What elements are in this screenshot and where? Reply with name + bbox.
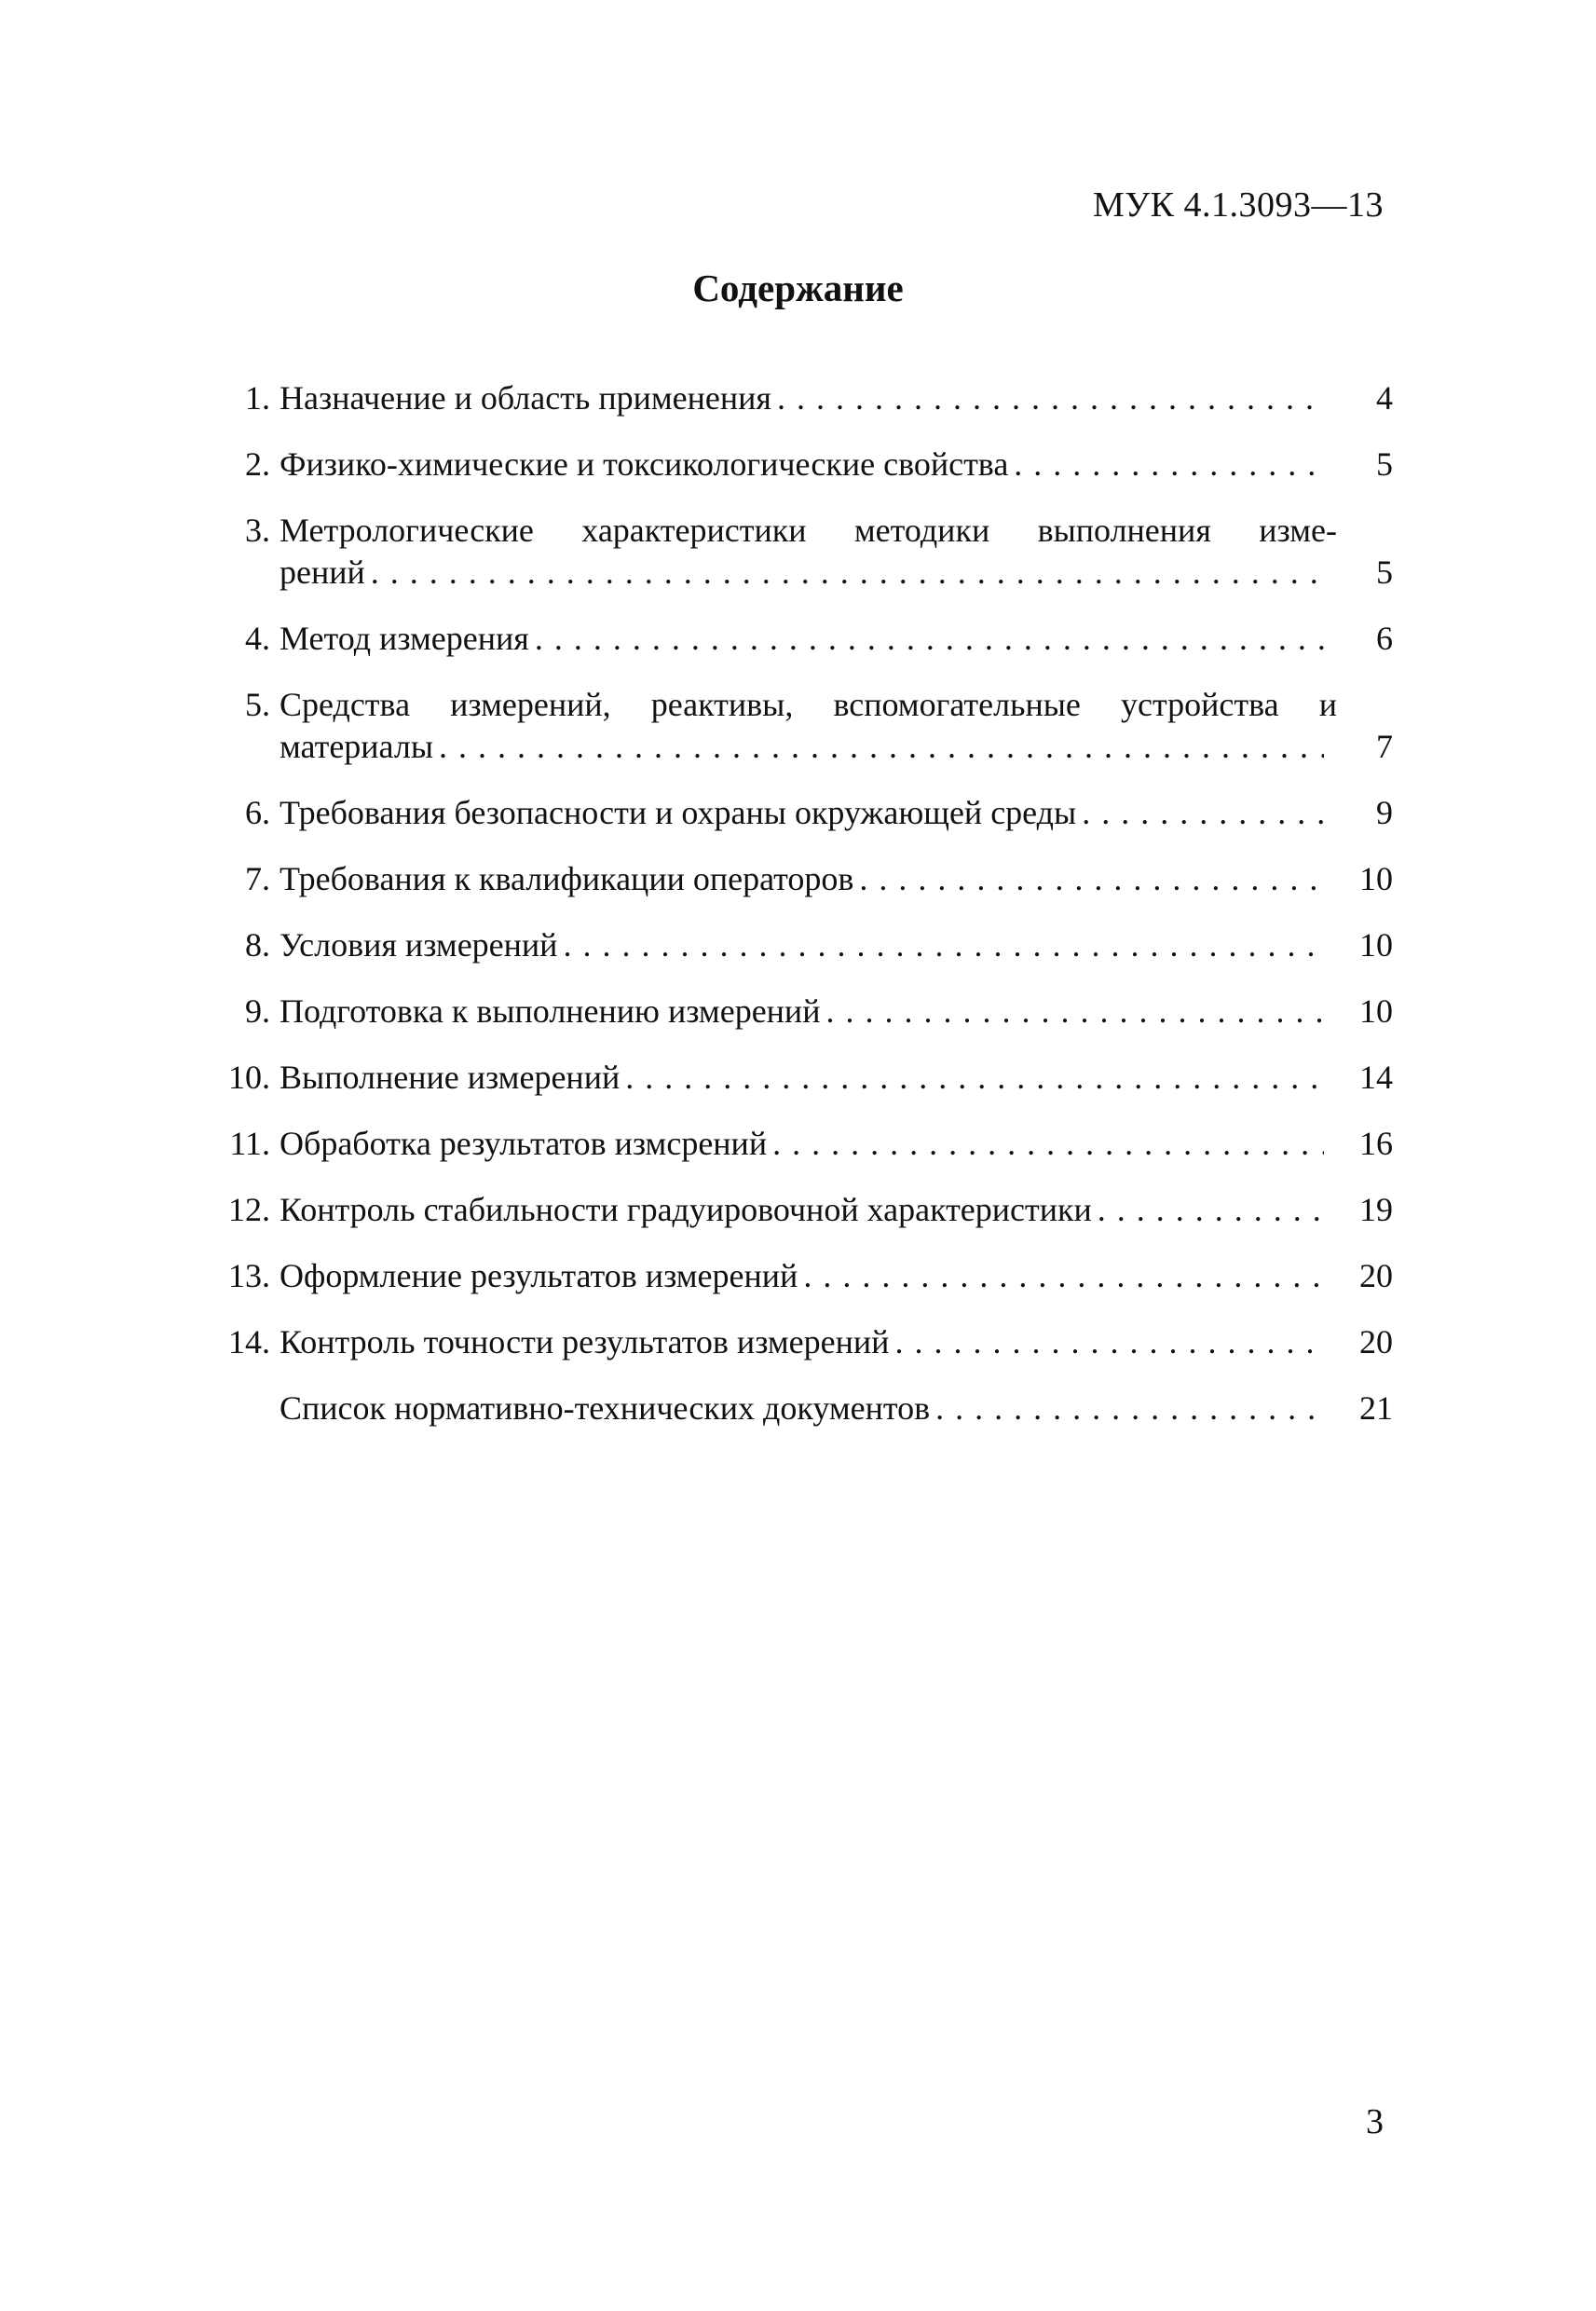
toc-entry-title: Требования безопасности и охраны окружающей среды: [280, 794, 1077, 831]
toc-entry-page: 4: [1376, 379, 1393, 417]
toc-entry[interactable]: [205, 924, 1393, 966]
toc-entry-line: [280, 1388, 1337, 1429]
toc-entry-line: [280, 1123, 1337, 1165]
toc-entry-body: [280, 924, 1337, 966]
toc-entry-line: [280, 991, 1337, 1032]
toc-entry-page: 20: [1359, 1257, 1393, 1294]
toc-entry[interactable]: [205, 991, 1393, 1032]
toc-entry-body: [280, 1057, 1337, 1099]
toc-entry-body: [280, 684, 1337, 768]
toc-entry-title: Контроль стабильности градуировочной характеристики: [280, 1191, 1092, 1228]
toc-dot-leader: [563, 924, 1324, 966]
toc-entry-line: [280, 1057, 1337, 1099]
toc-entry-body: [280, 1321, 1337, 1363]
toc-entry-number: 3.: [245, 512, 270, 549]
toc-entry-number: 6.: [245, 794, 270, 831]
toc-entry-line: [280, 377, 1337, 419]
toc-entry-line: [280, 1189, 1337, 1231]
toc-entry[interactable]: [205, 618, 1393, 660]
toc-entry-title: Метод измерения: [280, 620, 529, 657]
toc-dot-leader: [1014, 444, 1324, 485]
toc-entry-body: [280, 1189, 1337, 1231]
toc-entry-body: [280, 792, 1337, 834]
toc-entry-title: Назначение и область применения: [280, 379, 771, 417]
toc-entry-page: 14: [1359, 1059, 1393, 1096]
toc-entry-title: рений: [280, 554, 365, 591]
toc-entry[interactable]: [205, 1255, 1393, 1297]
toc-entry-page: 6: [1376, 620, 1393, 657]
toc-entry[interactable]: [205, 858, 1393, 900]
toc-entry[interactable]: [205, 1321, 1393, 1363]
toc-entry-number: 1.: [245, 379, 270, 417]
toc-entry-page: 21: [1359, 1389, 1393, 1427]
toc-entry[interactable]: [205, 792, 1393, 834]
toc-dot-leader: [1098, 1189, 1324, 1231]
toc-entry-number: 12.: [228, 1191, 270, 1228]
toc-entry-number: 9.: [245, 992, 270, 1030]
toc-dot-leader: [935, 1388, 1324, 1429]
toc-entry[interactable]: [205, 1123, 1393, 1165]
toc-entry-title: Условия измерений: [280, 926, 558, 964]
toc-entry-body: [280, 1255, 1337, 1297]
toc-entry-number: 7.: [245, 860, 270, 897]
toc-entry-body: [280, 858, 1337, 900]
toc-dot-leader: [439, 726, 1324, 768]
toc-entry-line: [280, 726, 1337, 768]
toc-entry-body: [280, 377, 1337, 419]
toc-entry-title: Список нормативно-технических документов: [280, 1389, 931, 1427]
toc-entry-title: Физико-химические и токсикологические свойства: [280, 445, 1009, 483]
toc-entry-number: 13.: [228, 1257, 270, 1294]
toc-entry-number: 2.: [245, 445, 270, 483]
toc-entry-page: 10: [1359, 926, 1393, 964]
toc-entry[interactable]: [205, 1057, 1393, 1099]
toc-entry-page: 19: [1359, 1191, 1393, 1228]
toc-entry-line: [280, 444, 1337, 485]
toc-entry-title-line: Метрологические характеристики методики выполнения изме-: [280, 512, 1337, 549]
toc-entry-page: 10: [1359, 992, 1393, 1030]
document-code: МУК 4.1.3093—13: [1092, 185, 1384, 225]
toc-entry-number: 11.: [229, 1125, 270, 1162]
toc-entry-title: Оформление результатов измерений: [280, 1257, 798, 1294]
toc-entry-body: [280, 444, 1337, 485]
toc-entry-title: Подготовка к выполнению измерений: [280, 992, 821, 1030]
toc-entry-body: [280, 618, 1337, 660]
toc-entry-number: 4.: [245, 620, 270, 657]
toc-entry-title-line: Средства измерений, реактивы, вспомогательные устройства и: [280, 686, 1337, 723]
toc-entry-number: 8.: [245, 926, 270, 964]
toc-entry-number: 14.: [228, 1323, 270, 1361]
toc-title: Содержание: [692, 267, 904, 309]
toc-entry-page: 7: [1376, 728, 1393, 765]
toc-entry-line: [280, 924, 1337, 966]
toc-entry-title: Контроль точности результатов измерений: [280, 1323, 890, 1361]
toc-entry-body: [280, 1388, 1337, 1429]
toc-entry-line: [280, 552, 1337, 594]
toc-dot-leader: [535, 618, 1324, 660]
toc-dot-leader: [894, 1321, 1324, 1363]
toc-entry-title: Выполнение измерений: [280, 1059, 621, 1096]
toc-entry[interactable]: [205, 684, 1393, 768]
toc-entry-body: [280, 510, 1337, 594]
toc-entry[interactable]: [205, 1388, 1393, 1429]
toc-entry-title: Обработка результатов измсрений: [280, 1125, 768, 1162]
toc-entry-title: материалы: [280, 728, 434, 765]
toc-entry-line: [280, 858, 1337, 900]
toc-dot-leader: [1082, 792, 1324, 834]
toc-entry-title: Требования к квалификации операторов: [280, 860, 854, 897]
toc-entry-page: 9: [1376, 794, 1393, 831]
toc-dot-leader: [371, 552, 1324, 594]
table-of-contents: [205, 377, 1393, 1454]
toc-dot-leader: [825, 991, 1324, 1032]
toc-entry-page: 5: [1376, 554, 1393, 591]
toc-dot-leader: [803, 1255, 1324, 1297]
toc-dot-leader: [859, 858, 1324, 900]
toc-dot-leader: [772, 1123, 1324, 1165]
toc-entry-page: 16: [1359, 1125, 1393, 1162]
toc-entry-line: [280, 792, 1337, 834]
toc-entry-number: 5.: [245, 686, 270, 723]
toc-dot-leader: [777, 377, 1324, 419]
toc-entry-line: [280, 1321, 1337, 1363]
toc-entry-number: 10.: [228, 1059, 270, 1096]
toc-entry-page: 5: [1376, 445, 1393, 483]
toc-entry-body: [280, 991, 1337, 1032]
toc-entry-line: [280, 1255, 1337, 1297]
page-number: 3: [1366, 2102, 1384, 2141]
toc-entry-body: [280, 1123, 1337, 1165]
toc-entry-line: [280, 618, 1337, 660]
toc-entry[interactable]: [205, 1189, 1393, 1231]
toc-dot-leader: [625, 1057, 1324, 1099]
toc-entry-page: 20: [1359, 1323, 1393, 1361]
toc-entry-page: 10: [1359, 860, 1393, 897]
toc-entry[interactable]: [205, 510, 1393, 594]
toc-entry[interactable]: [205, 444, 1393, 485]
toc-entry[interactable]: [205, 377, 1393, 419]
